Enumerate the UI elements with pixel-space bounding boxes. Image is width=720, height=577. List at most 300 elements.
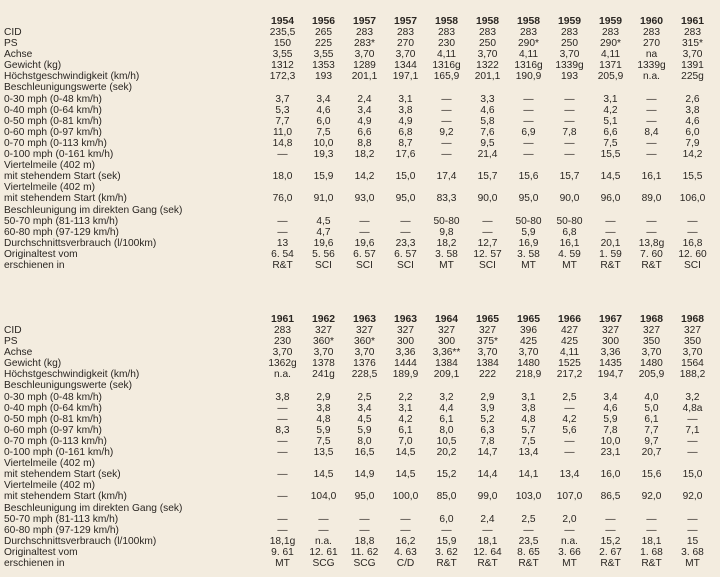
cell-value: 250 [561,38,578,50]
row-label: mit stehendem Start (km/h) [4,193,127,205]
cell-value: 83,3 [436,193,457,205]
table-row [0,503,713,514]
model-year: 1959 [598,15,623,27]
cell-value [385,458,426,469]
table-row [0,260,713,271]
cell-value: — [564,115,575,127]
table-row [0,227,713,238]
cell-value: 18,1g [269,535,296,547]
cell-value: 5,1 [603,115,618,127]
cell-value: 21,4 [477,149,498,161]
cell-value: 1376 [353,358,376,370]
cell-value [631,182,672,193]
cell-value: — [646,226,657,238]
cell-value: 14,2 [354,171,375,183]
cell-value: 327 [438,325,455,336]
cell-value [467,380,508,391]
cell-value: 16,0 [600,469,621,481]
cell-value: 3,9 [480,402,495,414]
cell-value: 16,9 [518,237,539,249]
cell-value [672,503,713,514]
cell-value: MT [439,259,454,271]
cell-value: — [523,104,534,116]
cell-value: 283* [354,38,375,50]
cell-value: — [482,226,493,238]
cell-value: 3,7 [275,93,290,105]
cell-value: 283 [602,27,619,38]
cell-value: 1. 68 [640,546,663,558]
model-year: 1958 [516,15,541,27]
cell-value [385,480,426,491]
cell-value: 14,5 [313,469,334,481]
cell-value: 7. 60 [640,248,663,260]
cell-value: SCI [315,259,332,271]
cell-value: 15,9 [313,171,334,183]
cell-value [262,480,303,491]
cell-value [303,82,344,93]
cell-value [672,380,713,391]
row-label: Beschleunigungswerte (sek) [4,380,132,392]
cell-value: — [605,513,616,525]
cell-value [508,480,549,491]
cell-value: 3,70 [477,347,498,359]
cell-value: 7,5 [316,126,331,138]
cell-value: MT [275,557,290,569]
cell-value: R&T [477,557,498,569]
row-label: Achse [4,49,33,61]
model-year: 1968 [680,313,705,325]
cell-value: 7,6 [480,126,495,138]
cell-value [303,182,344,193]
cell-value: 10,0 [600,435,621,447]
table-row [0,149,713,160]
cell-value: 107,0 [556,491,583,503]
cell-value [426,82,467,93]
cell-value: 5,8 [480,115,495,127]
table-row [0,458,713,469]
cell-value: 1322 [476,60,499,72]
cell-value [385,82,426,93]
row-label: Viertelmeile (402 m) [4,480,95,492]
cell-value [590,380,631,391]
cell-value: 3,70 [272,347,293,359]
cell-value: 3,4 [357,402,372,414]
cell-value: 425 [520,336,537,348]
cell-value: 283 [438,27,455,38]
cell-value [303,480,344,491]
table-row [0,193,713,204]
cell-value: 1525 [558,358,581,370]
cell-value: MT [521,259,536,271]
cell-value [426,458,467,469]
cell-value: 15,5 [682,171,703,183]
cell-value: 2. 67 [599,546,622,558]
cell-value: 89,0 [641,193,662,205]
cell-value: — [482,524,493,536]
cell-value: 92,0 [682,491,703,503]
cell-value: 3,36** [432,347,461,359]
cell-value [344,160,385,171]
cell-value: 230 [274,336,291,348]
cell-value: 3,70 [559,49,580,61]
table-row [0,403,713,414]
cell-value: 85,0 [436,491,457,503]
cell-value: 1339g [637,60,666,72]
cell-value [590,82,631,93]
cell-value: 3. 58 [435,248,458,260]
cell-value: — [359,226,370,238]
cell-value: 12. 57 [473,248,502,260]
cell-value: 6,6 [603,126,618,138]
cell-value: 327 [602,325,619,336]
cell-value: 18,1 [641,535,662,547]
cell-value: — [646,524,657,536]
cell-value: 7,8 [603,424,618,436]
row-label: 0-50 mph (0-81 km/h) [4,115,102,127]
cell-value: 300 [397,336,414,348]
cell-value: — [277,469,288,481]
cell-value: 23,1 [600,447,621,459]
cell-value: — [564,104,575,116]
row-label: 0-40 mph (0-64 km/h) [4,104,102,116]
model-year: 1964 [434,313,459,325]
table-row [0,558,713,569]
cell-value: — [687,513,698,525]
row-label: Viertelmeile (402 m) [4,160,95,172]
cell-value: 9,5 [480,137,495,149]
cell-value [426,182,467,193]
cell-value: 375* [477,336,498,348]
cell-value: — [523,149,534,161]
cell-value: 228,5 [351,369,378,381]
cell-value: 5,9 [521,226,536,238]
model-year: 1966 [557,313,582,325]
table-row [0,547,713,558]
cell-value: 19,6 [313,237,334,249]
cell-value: 2,4 [357,93,372,105]
cell-value: — [482,215,493,227]
cell-value: 93,0 [354,193,375,205]
cell-value [549,458,590,469]
cell-value: 3,55 [272,49,293,61]
cell-value: 290* [600,38,621,50]
cell-value [262,458,303,469]
cell-value: 3,4 [603,391,618,403]
cell-value: 6,0 [439,513,454,525]
cell-value: n.a. [643,71,660,83]
cell-value: 14,7 [477,447,498,459]
cell-value: 3,8 [398,104,413,116]
cell-value: 4,8 [316,413,331,425]
cell-value: 13,4 [559,469,580,481]
cell-value: 14,5 [600,171,621,183]
cell-value: 427 [561,325,578,336]
cell-value: 283 [520,27,537,38]
cell-value [344,458,385,469]
cell-value: 3,1 [603,93,618,105]
cell-value: 230 [438,38,455,50]
cell-value: — [441,149,452,161]
cell-value: 1353 [312,60,335,72]
cell-value: 11,0 [272,126,293,138]
cell-value [631,480,672,491]
cell-value: 1480 [640,358,663,370]
cell-value: 16,1 [641,171,662,183]
cell-value: 15,6 [518,171,539,183]
cell-value: 6,8 [398,126,413,138]
cell-value: 9,2 [439,126,454,138]
cell-value: 3,70 [641,347,662,359]
cell-value: 165,9 [433,71,460,83]
cell-value: 6,9 [521,126,536,138]
cell-value: 1435 [599,358,622,370]
cell-value: 2,9 [480,391,495,403]
cell-value: — [646,115,657,127]
cell-value: 396 [520,325,537,336]
table-row [0,325,713,336]
model-year: 1960 [639,15,664,27]
table-row [0,49,713,60]
cell-value: 9,7 [644,435,659,447]
cell-value: SCI [479,259,496,271]
cell-value: 3,70 [682,49,703,61]
cell-value: 7,9 [685,137,700,149]
cell-value: 4,6 [316,104,331,116]
cell-value: 20,7 [641,447,662,459]
cell-value: 1316g [432,60,461,72]
cell-value: 15,6 [641,469,662,481]
row-label: 0-100 mph (0-161 km/h) [4,149,114,161]
cell-value [344,380,385,391]
cell-value: 3,70 [354,347,375,359]
row-label: Gewicht (kg) [4,358,62,370]
cell-value: 103,0 [515,491,542,503]
cell-value: — [400,524,411,536]
cell-value: 13,8g [638,237,665,249]
cell-value: 13 [276,237,289,249]
cell-value: — [605,215,616,227]
cell-value: 7,7 [644,424,659,436]
cell-value: 6,1 [644,413,659,425]
cell-value: 15,5 [600,149,621,161]
cell-value: 1564 [681,358,704,370]
cell-value: — [605,226,616,238]
cell-value [672,182,713,193]
row-label: 60-80 mph (97-129 km/h) [4,226,119,238]
row-label: 50-70 mph (81-113 km/h) [4,513,119,525]
cell-value: 4,11 [559,347,580,359]
cell-value: R&T [518,557,539,569]
cell-value: 4,4 [439,402,454,414]
cell-value: 14,8 [272,137,293,149]
cell-value [426,503,467,514]
cell-value: 5,0 [644,402,659,414]
cell-value: 3,1 [398,93,413,105]
cell-value: 3,55 [313,49,334,61]
row-label: 0-50 mph (0-81 km/h) [4,413,102,425]
table-row [0,369,713,380]
cell-value: 6,8 [562,226,577,238]
model-year: 1962 [311,313,336,325]
cell-value [385,380,426,391]
cell-value: 6,0 [316,115,331,127]
cell-value: 104,0 [310,491,337,503]
row-label: Beschleunigung im direkten Gang (sek) [4,502,183,514]
cell-value: 5,9 [357,424,372,436]
cell-value: 4,6 [480,104,495,116]
table-row [0,60,713,71]
cell-value: 201,1 [474,71,501,83]
cell-value: 4,9 [398,115,413,127]
cell-value: 283 [397,27,414,38]
cell-value: — [441,104,452,116]
row-label: PS [4,336,18,348]
cell-value: 13,5 [313,447,334,459]
row-label: erschienen in [4,259,65,271]
cell-value: 327 [356,325,373,336]
cell-value: — [646,215,657,227]
cell-value: 4,2 [603,104,618,116]
cell-value: 241g [312,369,335,381]
cell-value: 3,70 [518,347,539,359]
cell-value: 9,8 [439,226,454,238]
cell-value: 1371 [599,60,622,72]
cell-value: 11. 62 [350,546,379,558]
cell-value [508,182,549,193]
cell-value: 10,5 [436,435,457,447]
table-row [0,116,713,127]
cell-value: 193 [561,71,578,83]
spec-table [0,14,713,271]
cell-value: 5,3 [275,104,290,116]
cell-value [508,458,549,469]
model-year: 1958 [475,15,500,27]
cell-value: 16,1 [559,237,580,249]
cell-value: SCI [397,259,414,271]
cell-value: 14,4 [477,469,498,481]
cell-value: 283 [643,27,660,38]
cell-value: 14,2 [682,149,703,161]
cell-value [508,160,549,171]
cell-value: 350 [643,336,660,348]
cell-value: 50-80 [556,215,583,227]
table-row [0,105,713,116]
cell-value: — [564,137,575,149]
cell-value [385,160,426,171]
cell-value: 3,1 [521,391,536,403]
cell-value: 1316g [514,60,543,72]
row-label: Achse [4,347,33,359]
cell-value: 3,70 [682,347,703,359]
cell-value: — [687,447,698,459]
cell-value: 3,70 [354,49,375,61]
cell-value: — [523,524,534,536]
cell-value: 222 [479,369,496,381]
cell-value: 7,5 [521,435,536,447]
cell-value: 250 [479,38,496,50]
cell-value [590,205,631,216]
cell-value: 90,0 [477,193,498,205]
cell-value: 4,7 [316,226,331,238]
cell-value: 425 [561,336,578,348]
cell-value: 172,3 [269,71,296,83]
cell-value: — [646,137,657,149]
model-year: 1958 [434,15,459,27]
cell-value: 6. 57 [394,248,417,260]
cell-value: 7,8 [562,126,577,138]
table-row [0,160,713,171]
cell-value: 8. 65 [517,546,540,558]
table-row [0,469,713,480]
spec-table-1954-1961 [0,14,720,271]
cell-value: 1391 [681,60,704,72]
cell-value: 50-80 [433,215,460,227]
cell-value: 18,1 [477,535,498,547]
row-label: 0-40 mph (0-64 km/h) [4,402,102,414]
cell-value: 6,0 [685,126,700,138]
cell-value: 1384 [476,358,499,370]
table-row [0,480,713,491]
cell-value: 1312 [271,60,294,72]
cell-value [672,480,713,491]
cell-value: — [564,149,575,161]
cell-value [262,182,303,193]
cell-value [590,503,631,514]
cell-value: 92,0 [641,491,662,503]
cell-value [344,480,385,491]
table-row [0,414,713,425]
cell-value [590,480,631,491]
cell-value [549,503,590,514]
cell-value: — [523,93,534,105]
cell-value: — [277,413,288,425]
cell-value: — [646,93,657,105]
cell-value [426,380,467,391]
cell-value: 270 [643,38,660,50]
cell-value: — [646,104,657,116]
cell-value [508,205,549,216]
cell-value: — [687,413,698,425]
cell-value: — [441,137,452,149]
cell-value: 99,0 [477,491,498,503]
cell-value [631,205,672,216]
model-year: 1963 [393,313,418,325]
cell-value: 8,3 [275,424,290,436]
cell-value: 265 [315,27,332,38]
table-row [0,182,713,193]
cell-value [631,458,672,469]
cell-value [590,458,631,469]
cell-value [262,380,303,391]
cell-value: 5,6 [562,424,577,436]
cell-value [385,503,426,514]
cell-value: 7,5 [603,137,618,149]
cell-value: 283 [561,27,578,38]
cell-value: 327 [684,325,701,336]
cell-value [549,205,590,216]
cell-value: 2,5 [521,513,536,525]
table-row [0,171,713,182]
row-label: Originaltest vom [4,546,78,558]
row-label: 0-30 mph (0-48 km/h) [4,391,102,403]
cell-value: 8,0 [357,435,372,447]
cell-value: 18,2 [354,149,375,161]
cell-value: 12. 64 [473,546,502,558]
cell-value [508,503,549,514]
row-label: erschienen in [4,557,65,569]
cell-value: 327 [397,325,414,336]
cell-value: n.a. [274,369,291,381]
